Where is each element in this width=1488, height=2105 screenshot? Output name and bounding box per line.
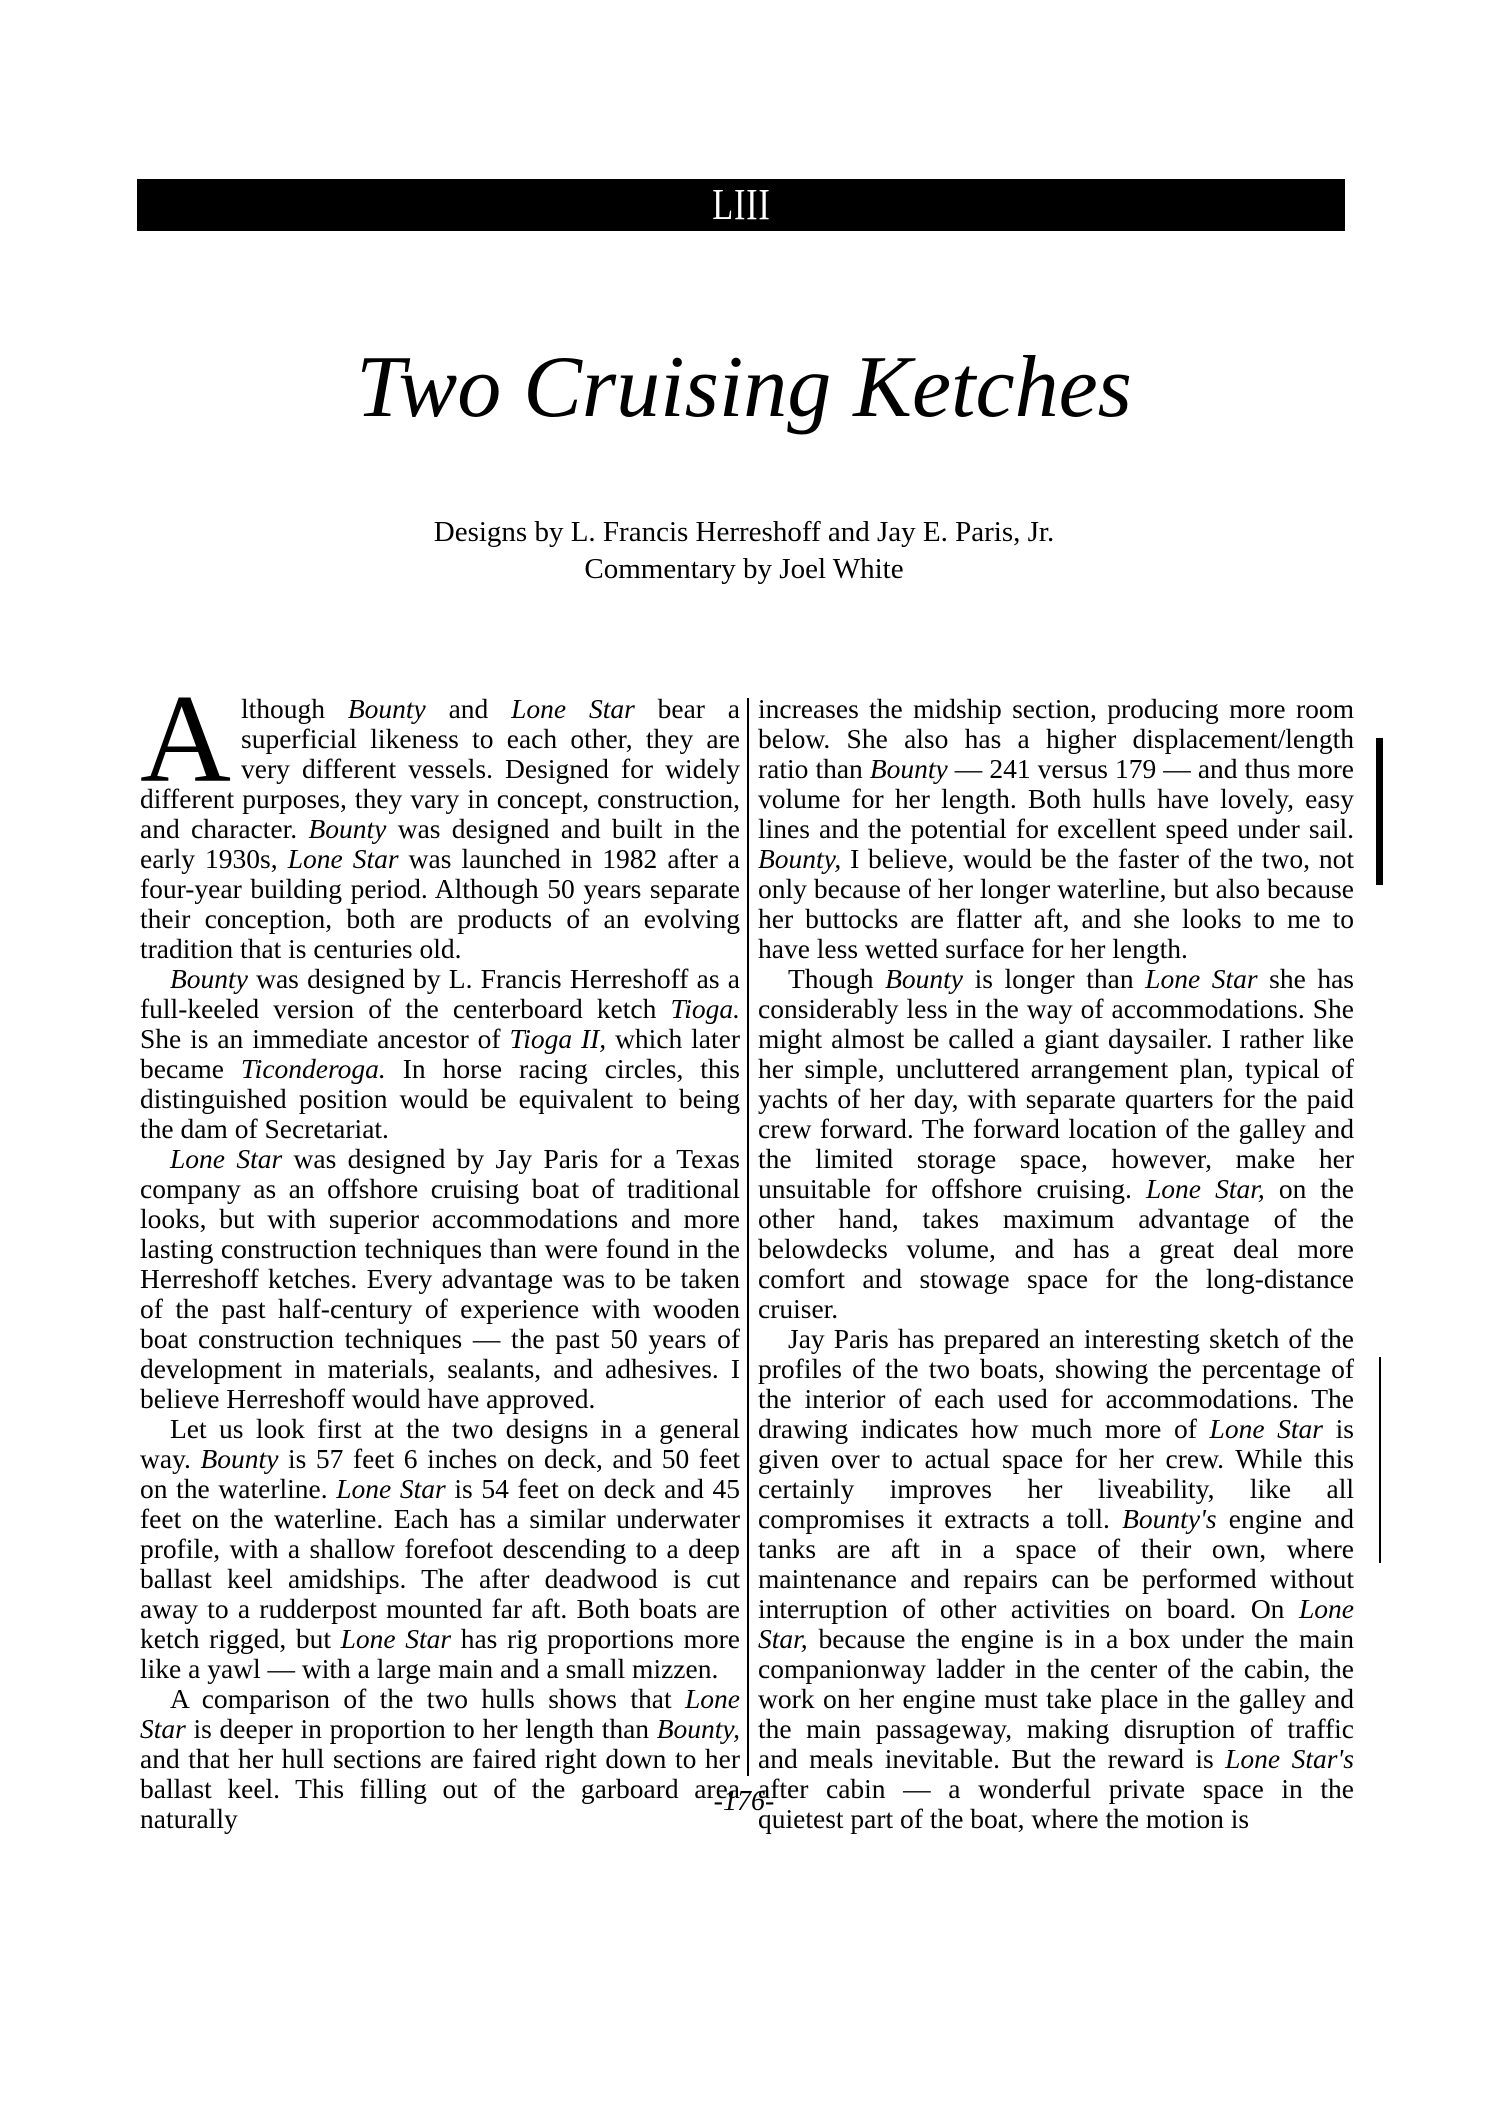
italic-name: Ticonderoga. [240,1053,386,1084]
byline-designers: Designs by L. Francis Herreshoff and Jay E. Paris, Jr. [433,516,1055,548]
italic-name: Lone Star [1209,1413,1324,1444]
italic-name: Lone Star [1145,963,1258,994]
italic-name: Lone Star [336,1473,446,1504]
article-title: Two Cruising Ketches [356,339,1132,436]
paragraph: Bounty was designed by L. Francis Herreshoff as a full-keeled version of the centerboard ketch Tioga. She is an immediate ancestor of Tioga II, which later became Ticonderoga. In horse racing circles, this distinguished position would be equivalent to being the dam of Secretariat. [140,963,741,1144]
italic-name: Bounty, [656,1713,740,1744]
margin-mark-thick [1376,738,1383,885]
paragraph: increases the midship section, producing more room below. She also has a higher displacement/length ratio than Bounty — 241 versus 179 — and thus more volume for her length. Both hulls have lovely, easy lines and the potential for excellent speed under sail. Bounty, I believe, would be the faster of the two, not only because of her longer waterline, but also because her buttocks are flatter aft, and she looks to me to have less wetted surface for her length. [758,693,1354,964]
paragraph: Although Bounty and Lone Star bear a superficial likeness to each other, they are very different vessels. Designed for widely different purposes, they vary in concept, construction, and character. Bounty was designed and built in the early 1930s, Lone Star was launched in 1982 after a four-year building period. Although 50 years separate their conception, both are products of an evolving tradition that is centuries old. [140,670,741,964]
italic-name: Lone Star, [758,1593,1354,1654]
italic-name: Lone Star [340,1623,452,1654]
chapter-number: LIII [711,180,771,229]
italic-name: Lone Star [287,843,399,874]
paragraph: A comparison of the two hulls shows that Lone Star is deeper in proportion to her length than Bounty, and that her hull sections are faired right down to her ballast keel. This filling out of the garboard area naturally [140,1683,740,1834]
italic-name: Bounty [347,693,426,724]
left-column [140,670,741,1834]
drop-cap: A [140,670,231,809]
italic-name: Tioga. [670,993,740,1024]
italic-name: Bounty's [1122,1503,1217,1534]
italic-name: Bounty [869,753,948,784]
italic-name: Lone Star [170,1143,283,1174]
italic-name: Lone Star [511,693,635,724]
italic-name: Bounty [885,963,964,994]
byline-commentary: Commentary by Joel White [584,553,904,585]
italic-name: Lone Star's [1225,1743,1354,1774]
right-column [758,694,1354,1834]
paragraph: Jay Paris has prepared an interesting sketch of the profiles of the two boats, showing the percentage of the interior of each used for accommodations. The drawing indicates how much more of Lone Star is given over to actual space for her crew. While this certainly improves her liveability, like all compromises it extracts a toll. Bounty's engine and tanks are aft in a space of their own, where maintenance and repairs can be performed without interruption of other activities on board. On Lone Star, because the engine is in a box under the main companionway ladder in the center of the cabin, the work on her engine must take place in the galley and the main passageway, making disruption of traffic and meals inevitable. But the reward is Lone Star's after cabin — a wonderful private space in the quietest part of the boat, where the motion is [758,1323,1354,1834]
paragraph: Though Bounty is longer than Lone Star she has considerably less in the way of accommodations. She might almost be called a giant daysailer. I rather like her simple, uncluttered arrangement plan, typical of yachts of her day, with separate quarters for the paid crew forward. The forward location of the galley and the limited storage space, however, make her unsuitable for offshore cruising. Lone Star, on the other hand, takes maximum advantage of the belowdecks volume, and has a great deal more comfort and stowage space for the long-distance cruiser. [758,963,1354,1324]
column-divider-rule [747,698,749,1776]
italic-name: Lone Star, [1146,1173,1265,1204]
margin-mark-thin [1379,1357,1381,1563]
italic-name: Bounty [170,963,248,994]
italic-name: Lone Star [140,1683,740,1744]
italic-name: Tioga II, [509,1023,607,1054]
page-number: -176- [713,1786,775,1817]
italic-name: Bounty, [758,843,842,874]
byline [0,514,1488,588]
italic-name: Bounty [308,813,387,844]
chapter-number-bar [137,179,1345,231]
paragraph: Let us look first at the two designs in a general way. Bounty is 57 feet 6 inches on deck, and 50 feet on the waterline. Lone Star is 54 feet on deck and 45 feet on the waterline. Each has a similar underwater profile, with a shallow forefoot descending to a deep ballast keel amidships. The after deadwood is cut away to a rudderpost mounted far aft. Both boats are ketch rigged, but Lone Star has rig proportions more like a yawl — with a large main and a small mizzen. [140,1413,741,1684]
paragraph: Lone Star was designed by Jay Paris for a Texas company as an offshore cruising boat of traditional looks, but with superior accommodations and more lasting construction techniques than were found in the Herreshoff ketches. Every advantage was to be taken of the past half-century of experience with wooden boat construction techniques — the past 50 years of development in materials, sealants, and adhesives. I believe Herreshoff would have approved. [140,1143,740,1414]
italic-name: Bounty [200,1443,279,1474]
